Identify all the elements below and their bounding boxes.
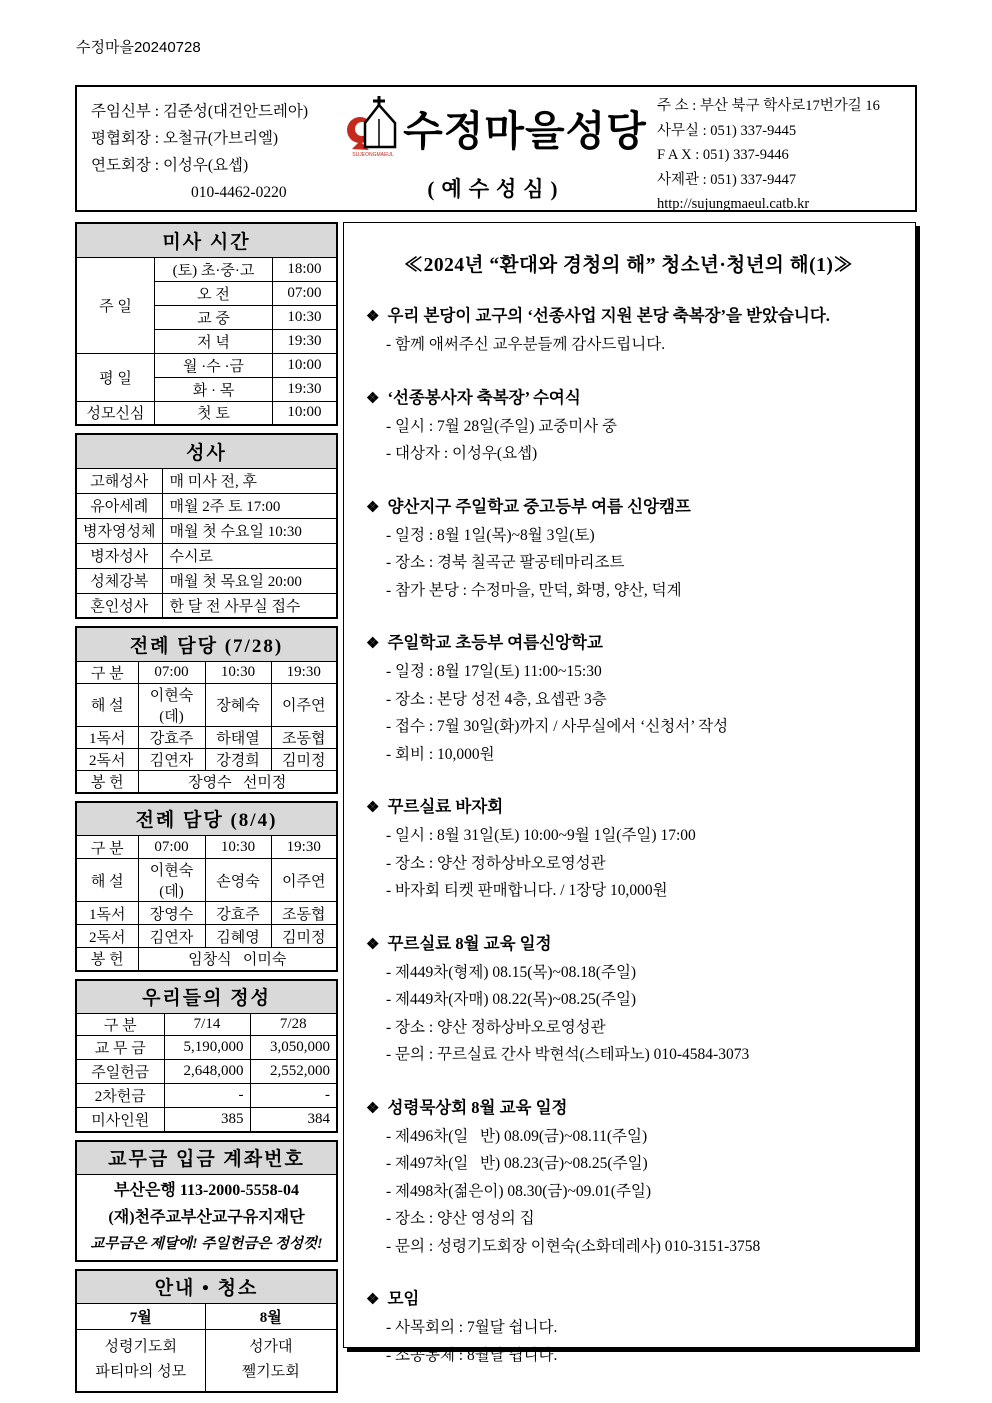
diamond-bullet-icon: ❖ — [366, 499, 380, 516]
account-number: 부산은행 113-2000-5558-04 — [114, 1181, 299, 1199]
announcements-box — [343, 222, 916, 1364]
church-subtitle: (예수성심) — [427, 177, 565, 201]
announcement-section — [362, 930, 895, 1069]
liturgy-table-0804 — [75, 801, 338, 972]
announcement-line: - 일정 : 8월 17일(토) 11:00~15:30 — [386, 663, 602, 680]
phone-line: 010-4462-0220 — [191, 184, 287, 201]
table-row — [76, 568, 337, 593]
header-contacts-right — [647, 87, 915, 210]
liturgy-title: 전례 담당 (7/28) — [76, 627, 337, 661]
mass-time: 18:00 — [272, 257, 337, 281]
mass-label: 교 중 — [155, 305, 273, 329]
announcement-heading: ❖ 모임 — [366, 1289, 420, 1308]
announcement-line: - 제498차(젊은이) 08.30(금)~09.01(주일) — [386, 1182, 652, 1200]
header-box — [75, 85, 917, 212]
mass-label: 화 · 목 — [155, 377, 273, 401]
sacraments-title: 성사 — [76, 434, 337, 468]
table-row: 1독서 강효주 하태열 조동협 — [76, 726, 337, 748]
announcement-line: - 장소 : 양산 영성의 집 — [386, 1210, 535, 1227]
table-header-row: 구 분 7/14 7/28 — [76, 1014, 337, 1036]
mass-time: 19:30 — [272, 377, 337, 401]
donations-title: 우리들의 정성 — [76, 980, 337, 1014]
announcement-section — [362, 384, 895, 468]
table-row: 2차헌금 - - — [76, 1084, 337, 1108]
announcement-line: - 장소 : 경북 칠곡군 팔공테마리조트 — [386, 554, 625, 571]
rectory-phone-line: 사제관 : 051) 337-9447 — [657, 171, 797, 188]
announcement-line: - 문의 : 성령기도회장 이현숙(소화데레사) 010-3151-3758 — [386, 1237, 761, 1255]
table-row: 해 설 이현숙(데) 손영숙 이주연 — [76, 859, 337, 902]
table-row — [76, 518, 337, 543]
table-header-row: 구 분 07:00 10:30 19:30 — [76, 661, 337, 683]
announcement-line: - 장소 : 양산 정하상바오로영성관 — [386, 1018, 606, 1036]
table-row — [76, 468, 337, 493]
table-row: 2독서 김연자 강경희 김미정 — [76, 748, 337, 770]
mass-group-marian: 성모신심 — [76, 401, 155, 425]
account-body — [76, 1175, 337, 1261]
sacrament-label: 유아세례 — [76, 493, 162, 518]
announcement-line: - 장소 : 본당 성전 4층, 요셉관 3층 — [386, 690, 607, 708]
diamond-bullet-icon: ❖ — [366, 390, 380, 407]
announcement-line: - 일정 : 8월 1일(목)~8월 3일(토) — [386, 526, 595, 544]
sacraments-table — [75, 433, 338, 619]
announcement-line: - 대상자 : 이성우(요셉) — [386, 445, 538, 462]
sacrament-value: 매월 첫 목요일 20:00 — [162, 568, 337, 593]
announcement-section — [362, 493, 895, 605]
sacrament-label: 성체강복 — [76, 568, 162, 593]
table-row — [76, 257, 337, 281]
account-title: 교무금 입금 계좌번호 — [76, 1141, 337, 1175]
announcement-line: - 제497차(일 반) 08.23(금)~08.25(주일) — [386, 1155, 648, 1172]
announcement-section — [362, 629, 895, 768]
mass-group-sunday: 주 일 — [76, 257, 155, 353]
table-row — [76, 493, 337, 518]
table-row: 해 설 이현숙(데) 장혜숙 이주연 — [76, 683, 337, 726]
announcement-line: - 장소 : 양산 정하상바오로영성관 — [386, 854, 606, 872]
announcements-main-title: ≪2024년 “환대와 경청의 해” 청소년·청년의 해(1)≫ — [403, 255, 854, 276]
table-header-row: 7월 8월 — [76, 1304, 337, 1330]
mass-label: 오 전 — [155, 281, 273, 305]
sacrament-value: 매월 첫 수요일 10:30 — [162, 518, 337, 543]
sacrament-value: 매 미사 전, 후 — [162, 468, 337, 493]
announcement-section — [362, 1285, 895, 1369]
account-note: 교무금은 제달에! 주일헌금은 정성껏! — [90, 1235, 323, 1252]
header-contacts-left — [77, 87, 345, 210]
fax-line: F A X : 051) 337-9446 — [657, 147, 789, 163]
announcement-line: - 일시 : 7월 28일(주일) 교중미사 중 — [386, 417, 617, 435]
donations-table — [75, 979, 338, 1133]
mass-time: 10:30 — [272, 305, 337, 329]
announcement-section — [362, 793, 895, 905]
announcement-line: - 문의 : 꾸르실료 간사 박현석(스테파노) 010-4584-3073 — [386, 1046, 750, 1063]
table-row: 2독서 김연자 김혜영 김미정 — [76, 925, 337, 948]
table-row — [76, 593, 337, 618]
announcement-heading: ❖ ‘선종봉사자 축복장’ 수여식 — [366, 387, 581, 407]
sacrament-value: 수시로 — [162, 543, 337, 568]
announcement-heading: ❖ 우리 본당이 교구의 ‘선종사업 지원 본당 축복장’을 받았습니다. — [366, 306, 830, 325]
diamond-bullet-icon: ❖ — [366, 1100, 380, 1117]
table-row: 봉 헌 장영수 선미정 — [76, 770, 337, 793]
diamond-bullet-icon: ❖ — [366, 800, 380, 816]
announcement-heading: ❖ 성령묵상회 8월 교육 일정 — [366, 1097, 568, 1117]
announcement-line: - 제496차(일 반) 08.09(금)~08.11(주일) — [386, 1127, 648, 1145]
table-row — [76, 353, 337, 377]
announcement-heading: ❖ 주일학교 초등부 여름신앙학교 — [366, 633, 603, 652]
mass-time: 19:30 — [272, 329, 337, 353]
announcement-line: - 회비 : 10,000원 — [386, 745, 495, 763]
mass-label: (토) 초·중·고 — [155, 257, 273, 281]
mass-time: 10:00 — [272, 401, 337, 425]
august-duty-cell: 성가대 쩰기도회 — [205, 1330, 337, 1392]
announcement-line: - 참가 본당 : 수정마을, 만덕, 화명, 양산, 덕계 — [386, 581, 682, 599]
announcement-line: - 접수 : 7월 30일(화)까지 / 사무실에서 ‘신청서’ 작성 — [386, 718, 729, 735]
table-row — [76, 543, 337, 568]
mass-time: 10:00 — [272, 353, 337, 377]
table-row: 1독서 장영수 강효주 조동협 — [76, 902, 337, 925]
announcement-line: - 사목회의 : 7월달 쉽니다. — [386, 1319, 558, 1336]
table-header-row: 구 분 07:00 10:30 19:30 — [76, 836, 337, 859]
mass-time: 07:00 — [272, 281, 337, 305]
sacrament-label: 병자영성체 — [76, 518, 162, 543]
sacrament-value: 매월 2주 토 17:00 — [162, 493, 337, 518]
pastor-line: 주임신부 : 김준성(대건안드레아) — [91, 103, 309, 120]
mass-group-weekday: 평 일 — [76, 353, 155, 401]
mass-times-title: 미사 시간 — [76, 223, 337, 257]
council-president-line: 평협회장 : 오철규(가브리엘) — [91, 130, 279, 147]
liturgy-table-0728 — [75, 626, 338, 794]
address-line: 주 소 : 부산 북구 학사로17번가길 16 — [657, 98, 880, 114]
sacrament-label: 병자성사 — [76, 543, 162, 568]
mass-times-table — [75, 222, 338, 426]
announcement-line: - 소공동체 : 8월달 쉽니다. — [386, 1346, 558, 1364]
liturgy-title: 전례 담당 (8/4) — [76, 802, 337, 836]
diamond-bullet-icon: ❖ — [366, 309, 380, 325]
sacrament-label: 혼인성사 — [76, 593, 162, 618]
diamond-bullet-icon: ❖ — [366, 1292, 380, 1308]
table-row — [76, 1330, 337, 1392]
mass-label: 첫 토 — [155, 401, 273, 425]
account-table — [75, 1140, 338, 1262]
table-row — [76, 401, 337, 425]
announcement-heading: ❖ 양산지구 주일학교 중고등부 여름 신앙캠프 — [366, 496, 691, 516]
table-row: 주일헌금 2,648,000 2,552,000 — [76, 1060, 337, 1084]
announcement-section — [362, 1094, 895, 1261]
header-logo-block — [345, 87, 647, 210]
mass-label: 월 ·수 ·금 — [155, 353, 273, 377]
sacrament-value: 한 달 전 사무실 접수 — [162, 593, 337, 618]
announcement-line: - 바자회 티켓 판매합니다. / 1장당 10,000원 — [386, 882, 668, 899]
table-row: 봉 헌 임창식 이미숙 — [76, 948, 337, 971]
doc-label: 수정마을20240728 — [76, 39, 201, 56]
announcement-line: - 일시 : 8월 31일(토) 10:00~9월 1일(주일) 17:00 — [386, 827, 696, 844]
diamond-bullet-icon: ❖ — [366, 636, 380, 652]
announcement-line: - 함께 애써주신 교우분들께 감사드립니다. — [386, 336, 666, 353]
announcement-line: - 제449차(형제) 08.15(목)~08.18(주일) — [386, 963, 637, 981]
account-holder: (재)천주교부산교구유지재단 — [108, 1208, 305, 1226]
announcement-line: - 제449차(자매) 08.22(목)~08.25(주일) — [386, 991, 637, 1008]
table-row: 미사인원 385 384 — [76, 1108, 337, 1132]
yeondo-president-line: 연도회장 : 이성우(요셉) — [91, 157, 249, 174]
diamond-bullet-icon: ❖ — [366, 936, 380, 953]
mass-label: 저 녁 — [155, 329, 273, 353]
emblem-caption: SUJEONGMAEUL — [352, 152, 394, 158]
church-name: 수정마을성당 — [403, 107, 647, 154]
sacrament-label: 고해성사 — [76, 468, 162, 493]
announcement-heading: ❖ 꾸르실료 8월 교육 일정 — [366, 933, 552, 953]
announcement-section — [362, 302, 895, 359]
table-row: 교 무 금 5,190,000 3,050,000 — [76, 1036, 337, 1060]
announcement-heading: ❖ 꾸르실료 바자회 — [366, 797, 504, 816]
notice-cleaning-table — [75, 1269, 338, 1393]
website-link: http://sujungmaeul.catb.kr — [657, 196, 810, 212]
office-phone-line: 사무실 : 051) 337-9445 — [657, 122, 797, 139]
church-heart-logo-icon — [345, 95, 401, 159]
sidebar — [75, 222, 338, 1393]
notice-title: 안내 • 청소 — [76, 1270, 337, 1304]
july-duty-cell: 성령기도회 파티마의 성모 — [76, 1330, 205, 1392]
